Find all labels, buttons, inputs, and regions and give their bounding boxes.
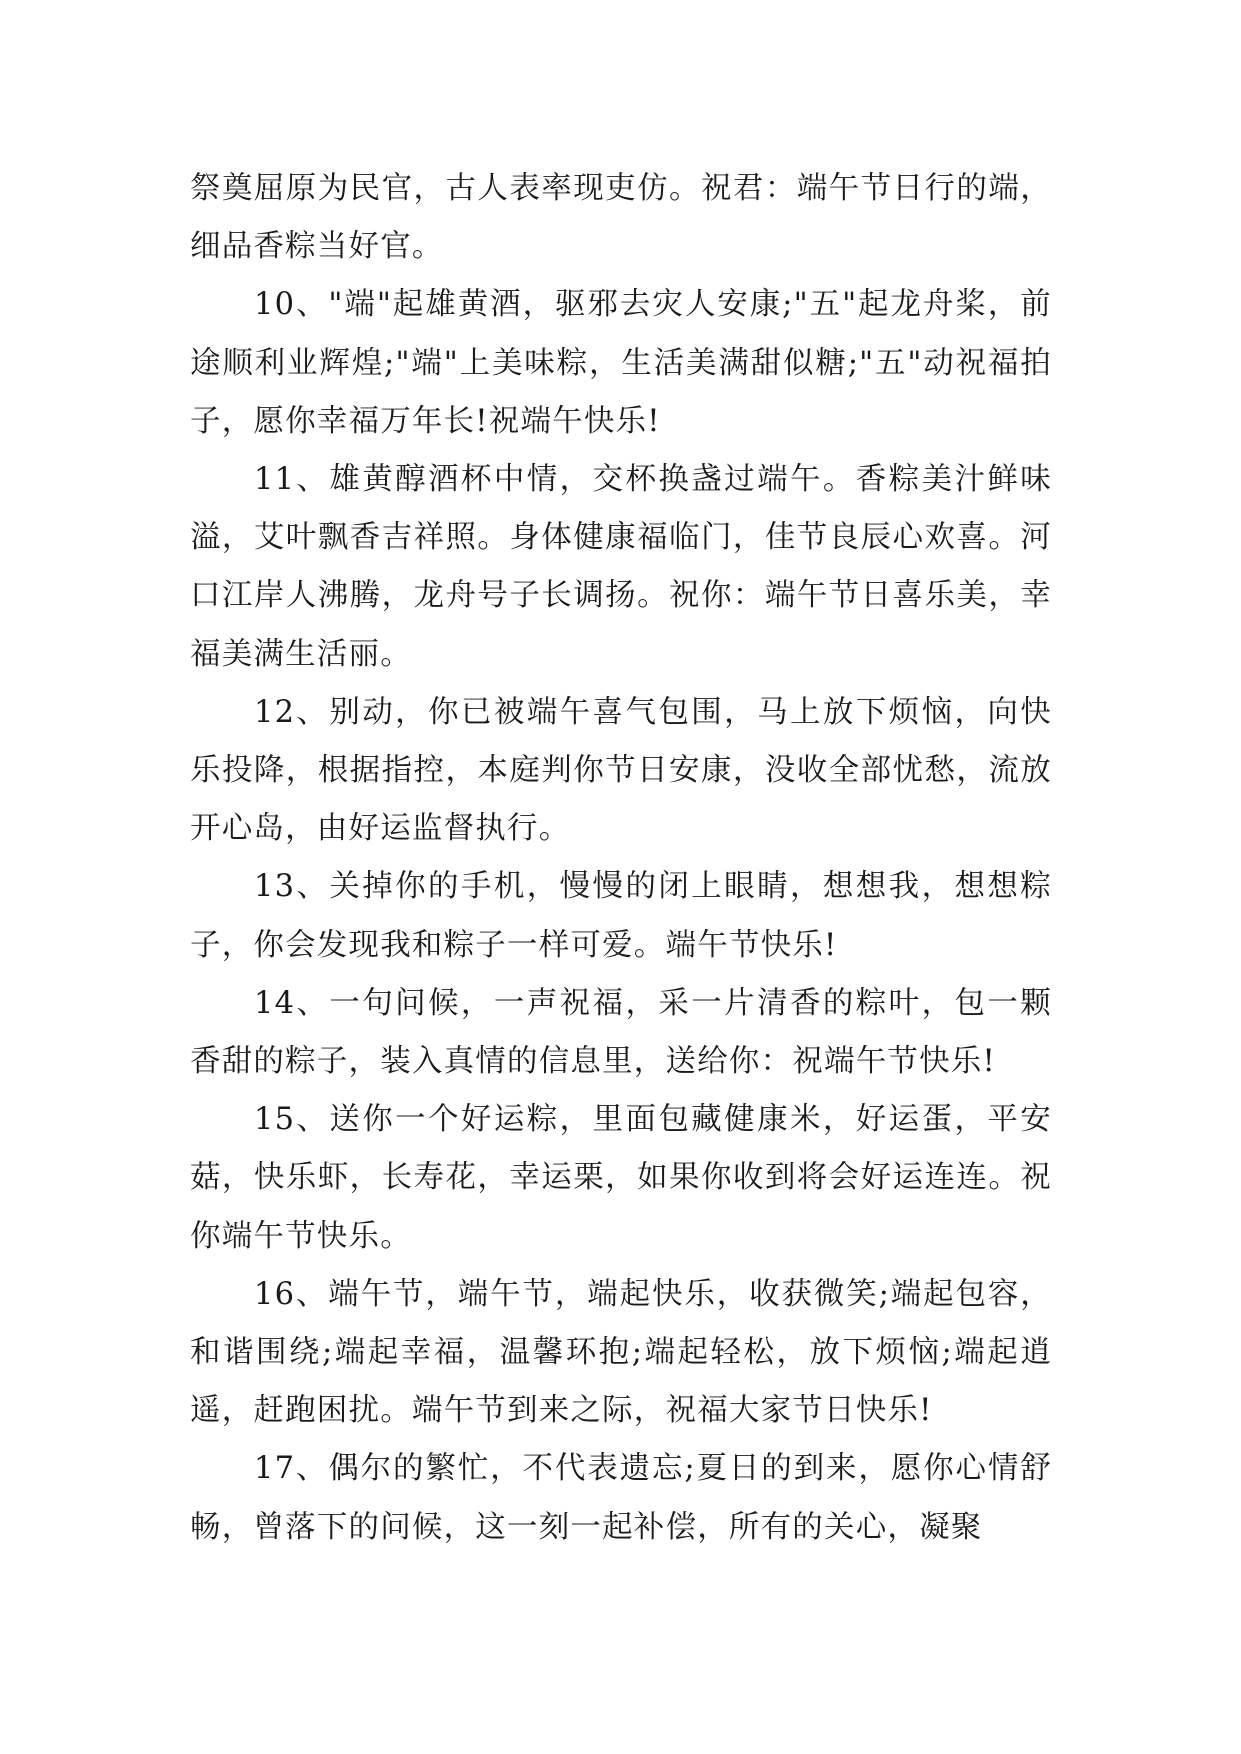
paragraph-12: 12、别动，你已被端午喜气包围，马上放下烦恼，向快乐投降，根据指控，本庭判你节日安康，没收全部忧愁，流放开心岛，由好运监督执行。 [190, 694, 1052, 847]
paragraph-17: 17、偶尔的繁忙，不代表遗忘;夏日的到来，愿你心情舒畅，曾落下的问候，这一刻一起补偿，所有的关心，凝聚 [190, 1451, 1052, 1545]
paragraph-1: 祭奠屈原为民官，古人表率现吏仿。祝君：端午节日行的端，细品香粽当好官。 [190, 171, 1052, 265]
paragraph-13: 13、关掉你的手机，慢慢的闭上眼睛，想想我，想想粽子，你会发现我和粽子一样可爱。端午节快乐! [190, 869, 1052, 963]
paragraph-11: 11、雄黄醇酒杯中情，交杯换盏过端午。香粽美汁鲜味溢，艾叶飘香吉祥照。身体健康福临门，佳节良辰心欢喜。河口江岸人沸腾，龙舟号子长调扬。祝你：端午节日喜乐美，幸福美满生活丽。 [190, 462, 1052, 672]
paragraph-10: 10、"端"起雄黄酒，驱邪去灾人安康;"五"起龙舟桨，前途顺利业辉煌;"端"上美味粽，生活美满甜似糖;"五"动祝福拍子，愿你幸福万年长!祝端午快乐! [190, 287, 1052, 439]
document-body [190, 160, 1052, 1557]
paragraph-16: 16、端午节，端午节，端起快乐，收获微笑;端起包容，和谐围绕;端起幸福，温馨环抱;端起轻松，放下烦恼;端起逍遥，赶跑困扰。端午节到来之际，祝福大家节日快乐! [190, 1276, 1052, 1429]
paragraph-15: 15、送你一个好运粽，里面包藏健康米，好运蛋，平安菇，快乐虾，长寿花，幸运栗，如果你收到将会好运连连。祝你端午节快乐。 [190, 1102, 1052, 1254]
paragraph-14: 14、一句问候，一声祝福，采一片清香的粽叶，包一颗香甜的粽子，装入真情的信息里，送给你：祝端午节快乐! [190, 985, 1052, 1080]
